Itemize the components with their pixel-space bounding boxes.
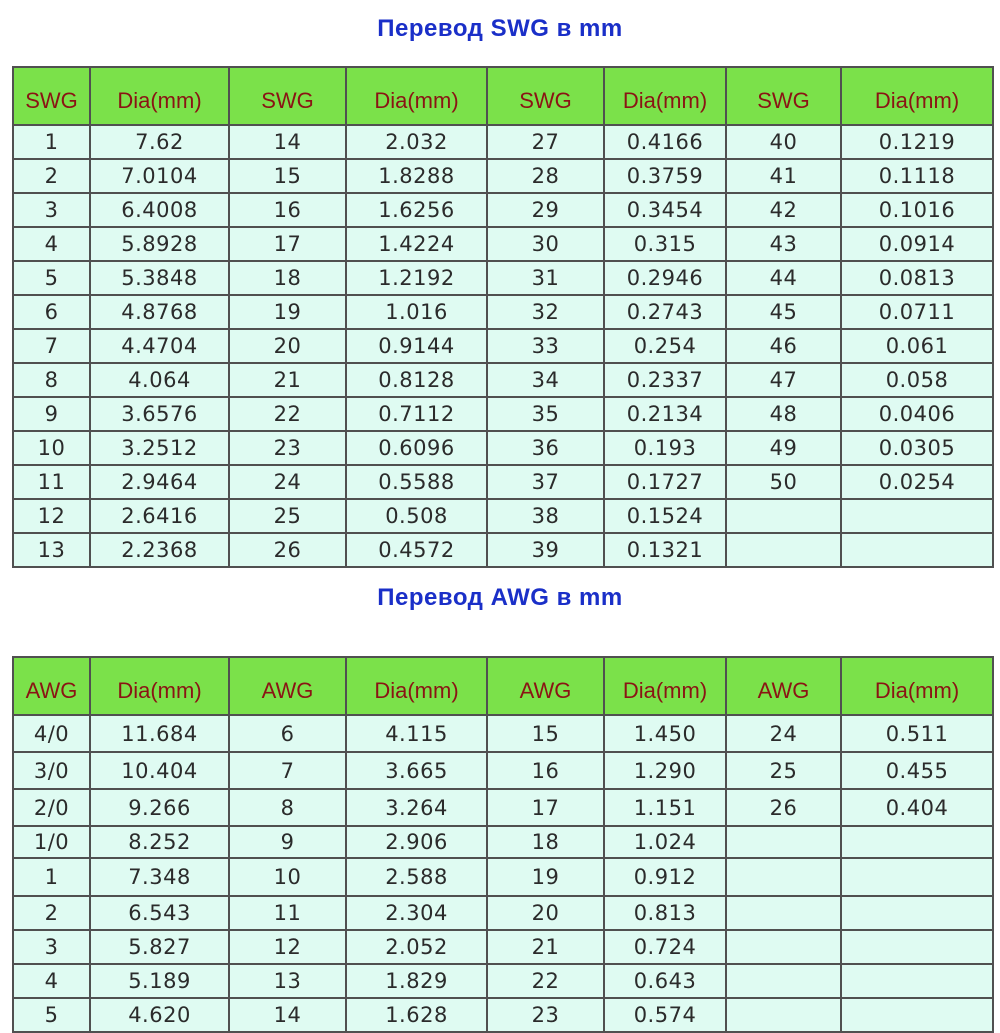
swg-header-diameter: Dia(mm) (90, 67, 229, 125)
diameter-cell: 7.348 (90, 858, 229, 896)
diameter-cell (841, 826, 993, 858)
diameter-cell: 2.906 (346, 826, 487, 858)
gauge-cell: 1/0 (13, 826, 90, 858)
diameter-cell: 2.9464 (90, 465, 229, 499)
gauge-cell: 28 (487, 159, 604, 193)
diameter-cell: 0.193 (604, 431, 726, 465)
diameter-cell: 0.1321 (604, 533, 726, 567)
gauge-cell: 16 (229, 193, 346, 227)
swg-header-gauge: SWG (487, 67, 604, 125)
table-row (13, 715, 993, 752)
gauge-cell: 49 (726, 431, 841, 465)
gauge-cell: 1 (13, 125, 90, 159)
gauge-cell: 7 (13, 329, 90, 363)
diameter-cell: 0.0305 (841, 431, 993, 465)
gauge-cell: 17 (229, 227, 346, 261)
gauge-cell: 48 (726, 397, 841, 431)
awg-header-diameter: Dia(mm) (90, 657, 229, 715)
gauge-cell: 9 (13, 397, 90, 431)
gauge-cell: 2 (13, 159, 90, 193)
gauge-cell: 31 (487, 261, 604, 295)
gauge-cell: 43 (726, 227, 841, 261)
diameter-cell: 1.829 (346, 964, 487, 998)
diameter-cell: 0.0711 (841, 295, 993, 329)
diameter-cell (841, 998, 993, 1032)
awg-header-gauge: AWG (229, 657, 346, 715)
diameter-cell: 6.543 (90, 896, 229, 930)
diameter-cell: 0.3759 (604, 159, 726, 193)
diameter-cell: 0.643 (604, 964, 726, 998)
swg-header-diameter: Dia(mm) (604, 67, 726, 125)
table-row (13, 930, 993, 964)
gauge-cell: 39 (487, 533, 604, 567)
table-row (13, 752, 993, 789)
gauge-cell (726, 533, 841, 567)
diameter-cell: 3.665 (346, 752, 487, 789)
diameter-cell: 5.189 (90, 964, 229, 998)
gauge-cell: 19 (487, 858, 604, 896)
gauge-cell: 18 (487, 826, 604, 858)
table-row (13, 363, 993, 397)
awg-header-row (13, 657, 993, 715)
gauge-cell: 35 (487, 397, 604, 431)
gauge-cell: 46 (726, 329, 841, 363)
diameter-cell: 1.4224 (346, 227, 487, 261)
diameter-cell: 0.1524 (604, 499, 726, 533)
gauge-cell: 14 (229, 998, 346, 1032)
gauge-cell: 32 (487, 295, 604, 329)
diameter-cell: 0.912 (604, 858, 726, 896)
swg-header-diameter: Dia(mm) (841, 67, 993, 125)
gauge-cell (726, 896, 841, 930)
table-row (13, 533, 993, 567)
gauge-cell: 19 (229, 295, 346, 329)
diameter-cell: 7.62 (90, 125, 229, 159)
gauge-cell: 13 (13, 533, 90, 567)
gauge-cell: 30 (487, 227, 604, 261)
awg-header-diameter: Dia(mm) (346, 657, 487, 715)
gauge-cell: 2 (13, 896, 90, 930)
diameter-cell: 1.016 (346, 295, 487, 329)
diameter-cell: 0.4166 (604, 125, 726, 159)
gauge-cell: 40 (726, 125, 841, 159)
gauge-cell: 25 (726, 752, 841, 789)
swg-header-gauge: SWG (726, 67, 841, 125)
swg-table-body (13, 125, 993, 567)
gauge-cell (726, 998, 841, 1032)
awg-table (12, 656, 994, 1033)
gauge-cell: 6 (229, 715, 346, 752)
diameter-cell: 0.0914 (841, 227, 993, 261)
diameter-cell: 1.6256 (346, 193, 487, 227)
gauge-cell: 17 (487, 789, 604, 826)
gauge-cell: 37 (487, 465, 604, 499)
awg-header-diameter: Dia(mm) (604, 657, 726, 715)
diameter-cell: 0.061 (841, 329, 993, 363)
diameter-cell: 0.254 (604, 329, 726, 363)
table-row (13, 125, 993, 159)
swg-header-diameter: Dia(mm) (346, 67, 487, 125)
gauge-cell: 26 (726, 789, 841, 826)
gauge-cell: 42 (726, 193, 841, 227)
table-row (13, 858, 993, 896)
gauge-cell: 9 (229, 826, 346, 858)
gauge-cell: 11 (13, 465, 90, 499)
gauge-cell: 4/0 (13, 715, 90, 752)
swg-header-gauge: SWG (13, 67, 90, 125)
gauge-cell: 41 (726, 159, 841, 193)
diameter-cell: 0.8128 (346, 363, 487, 397)
gauge-cell: 8 (229, 789, 346, 826)
diameter-cell: 1.8288 (346, 159, 487, 193)
diameter-cell: 2.304 (346, 896, 487, 930)
gauge-cell: 29 (487, 193, 604, 227)
diameter-cell: 0.058 (841, 363, 993, 397)
diameter-cell: 0.0254 (841, 465, 993, 499)
table-row (13, 431, 993, 465)
diameter-cell: 2.2368 (90, 533, 229, 567)
table-row (13, 397, 993, 431)
gauge-cell: 10 (229, 858, 346, 896)
diameter-cell: 3.264 (346, 789, 487, 826)
gauge-cell: 23 (229, 431, 346, 465)
gauge-cell: 20 (229, 329, 346, 363)
awg-title: Перевод AWG в mm (377, 584, 623, 611)
gauge-cell: 6 (13, 295, 90, 329)
diameter-cell: 0.508 (346, 499, 487, 533)
diameter-cell: 8.252 (90, 826, 229, 858)
gauge-cell (726, 499, 841, 533)
gauge-cell: 16 (487, 752, 604, 789)
diameter-cell: 0.813 (604, 896, 726, 930)
diameter-cell: 4.064 (90, 363, 229, 397)
diameter-cell: 2.032 (346, 125, 487, 159)
awg-header-gauge: AWG (487, 657, 604, 715)
gauge-cell: 15 (229, 159, 346, 193)
diameter-cell: 7.0104 (90, 159, 229, 193)
gauge-cell (726, 858, 841, 896)
diameter-cell: 3.6576 (90, 397, 229, 431)
gauge-cell: 5 (13, 261, 90, 295)
gauge-cell: 20 (487, 896, 604, 930)
diameter-cell: 2.588 (346, 858, 487, 896)
diameter-cell: 0.1219 (841, 125, 993, 159)
gauge-cell: 13 (229, 964, 346, 998)
gauge-cell: 22 (487, 964, 604, 998)
diameter-cell: 0.0406 (841, 397, 993, 431)
gauge-cell: 44 (726, 261, 841, 295)
table-row (13, 499, 993, 533)
diameter-cell: 0.1016 (841, 193, 993, 227)
diameter-cell: 0.2337 (604, 363, 726, 397)
diameter-cell: 0.2743 (604, 295, 726, 329)
table-row (13, 896, 993, 930)
diameter-cell: 6.4008 (90, 193, 229, 227)
diameter-cell: 1.450 (604, 715, 726, 752)
swg-title: Перевод SWG в mm (377, 15, 623, 42)
gauge-cell (726, 964, 841, 998)
gauge-cell: 12 (229, 930, 346, 964)
table-row (13, 329, 993, 363)
gauge-cell: 4 (13, 964, 90, 998)
table-row (13, 261, 993, 295)
diameter-cell: 1.024 (604, 826, 726, 858)
diameter-cell: 9.266 (90, 789, 229, 826)
gauge-cell: 47 (726, 363, 841, 397)
gauge-cell: 34 (487, 363, 604, 397)
diameter-cell: 5.827 (90, 930, 229, 964)
gauge-cell: 12 (13, 499, 90, 533)
diameter-cell: 1.628 (346, 998, 487, 1032)
gauge-cell: 1 (13, 858, 90, 896)
diameter-cell: 4.115 (346, 715, 487, 752)
diameter-cell: 0.9144 (346, 329, 487, 363)
gauge-cell: 10 (13, 431, 90, 465)
diameter-cell: 11.684 (90, 715, 229, 752)
diameter-cell: 3.2512 (90, 431, 229, 465)
gauge-cell (726, 826, 841, 858)
diameter-cell: 4.8768 (90, 295, 229, 329)
diameter-cell: 4.620 (90, 998, 229, 1032)
table-row (13, 789, 993, 826)
gauge-cell: 11 (229, 896, 346, 930)
table-row (13, 227, 993, 261)
swg-header-gauge: SWG (229, 67, 346, 125)
gauge-cell: 50 (726, 465, 841, 499)
table-row (13, 465, 993, 499)
diameter-cell: 5.3848 (90, 261, 229, 295)
diameter-cell: 0.1118 (841, 159, 993, 193)
table-row (13, 998, 993, 1032)
swg-table (12, 66, 994, 568)
diameter-cell: 1.290 (604, 752, 726, 789)
diameter-cell: 1.151 (604, 789, 726, 826)
diameter-cell: 5.8928 (90, 227, 229, 261)
gauge-cell: 15 (487, 715, 604, 752)
diameter-cell: 0.511 (841, 715, 993, 752)
diameter-cell: 2.052 (346, 930, 487, 964)
diameter-cell: 0.404 (841, 789, 993, 826)
diameter-cell: 0.315 (604, 227, 726, 261)
gauge-cell: 22 (229, 397, 346, 431)
gauge-cell: 4 (13, 227, 90, 261)
gauge-cell: 24 (726, 715, 841, 752)
diameter-cell: 10.404 (90, 752, 229, 789)
gauge-cell: 25 (229, 499, 346, 533)
diameter-cell: 0.2946 (604, 261, 726, 295)
diameter-cell: 0.1727 (604, 465, 726, 499)
diameter-cell (841, 533, 993, 567)
table-row (13, 826, 993, 858)
gauge-cell (726, 930, 841, 964)
gauge-cell: 36 (487, 431, 604, 465)
awg-header-diameter: Dia(mm) (841, 657, 993, 715)
diameter-cell (841, 499, 993, 533)
diameter-cell: 0.7112 (346, 397, 487, 431)
gauge-cell: 23 (487, 998, 604, 1032)
diameter-cell (841, 930, 993, 964)
diameter-cell (841, 858, 993, 896)
awg-header-gauge: AWG (726, 657, 841, 715)
diameter-cell: 0.574 (604, 998, 726, 1032)
swg-header-row (13, 67, 993, 125)
diameter-cell (841, 896, 993, 930)
diameter-cell: 0.455 (841, 752, 993, 789)
gauge-cell: 14 (229, 125, 346, 159)
diameter-cell: 0.6096 (346, 431, 487, 465)
diameter-cell: 0.3454 (604, 193, 726, 227)
diameter-cell: 0.724 (604, 930, 726, 964)
diameter-cell: 0.4572 (346, 533, 487, 567)
awg-table-body (13, 715, 993, 1032)
gauge-cell: 38 (487, 499, 604, 533)
diameter-cell: 0.5588 (346, 465, 487, 499)
gauge-cell: 27 (487, 125, 604, 159)
gauge-cell: 24 (229, 465, 346, 499)
gauge-cell: 2/0 (13, 789, 90, 826)
table-row (13, 964, 993, 998)
gauge-cell: 18 (229, 261, 346, 295)
gauge-cell: 3/0 (13, 752, 90, 789)
gauge-cell: 21 (487, 930, 604, 964)
gauge-cell: 21 (229, 363, 346, 397)
gauge-cell: 26 (229, 533, 346, 567)
gauge-cell: 3 (13, 193, 90, 227)
diameter-cell: 2.6416 (90, 499, 229, 533)
gauge-cell: 5 (13, 998, 90, 1032)
diameter-cell: 1.2192 (346, 261, 487, 295)
awg-header-gauge: AWG (13, 657, 90, 715)
diameter-cell: 4.4704 (90, 329, 229, 363)
table-row (13, 295, 993, 329)
table-row (13, 159, 993, 193)
gauge-cell: 7 (229, 752, 346, 789)
diameter-cell (841, 964, 993, 998)
diameter-cell: 0.0813 (841, 261, 993, 295)
gauge-cell: 8 (13, 363, 90, 397)
diameter-cell: 0.2134 (604, 397, 726, 431)
gauge-cell: 45 (726, 295, 841, 329)
table-row (13, 193, 993, 227)
gauge-cell: 3 (13, 930, 90, 964)
gauge-cell: 33 (487, 329, 604, 363)
